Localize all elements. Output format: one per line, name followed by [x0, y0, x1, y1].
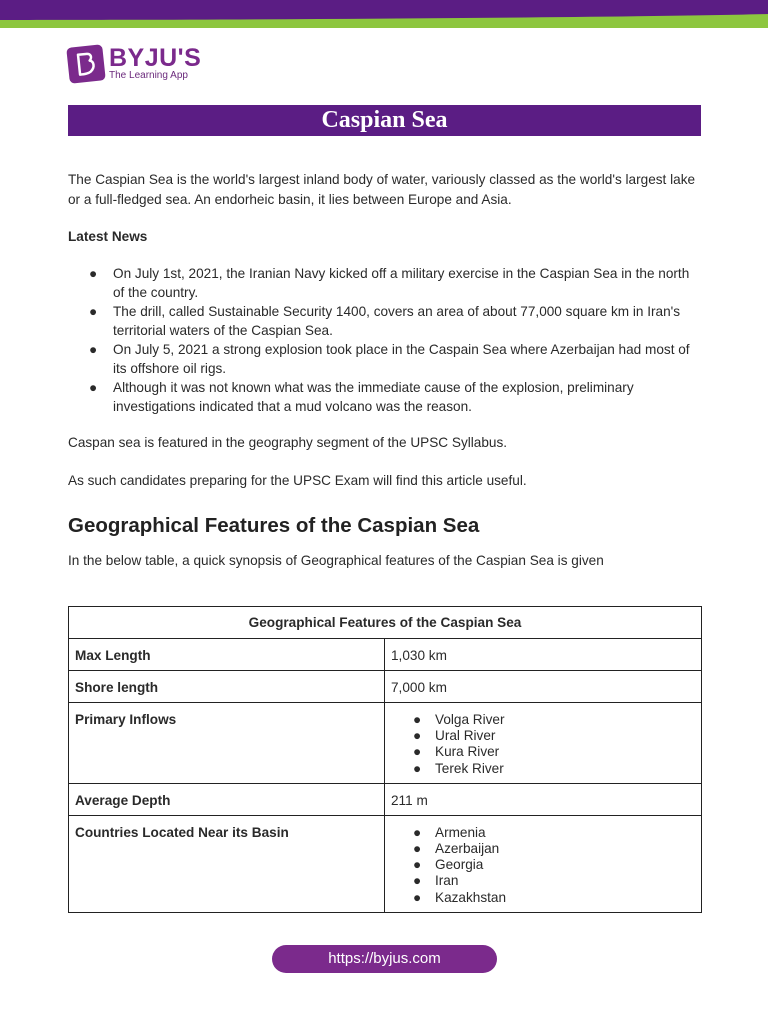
list-item: ● The drill, called Sustainable Security 1400, covers an area of about 77,000 square km in Iran's territorial waters of the Caspian Sea. [89, 304, 681, 338]
list-item: ● Volga River [413, 712, 505, 727]
intro-paragraph: The Caspian Sea is the world's largest inland body of water, variously classed as the world's largest lake or a full-fledged sea. An endorheic basin, it lies between Europe and Asia. [68, 172, 696, 207]
row-value: 7,000 km [385, 671, 702, 703]
table-header-row [69, 607, 702, 639]
list-item: ● Azerbaijan [413, 841, 500, 857]
row-value: 1,030 km [385, 639, 702, 671]
table-row [69, 703, 702, 784]
latest-news-heading: Latest News [68, 229, 148, 244]
row-label: Max Length [69, 639, 385, 671]
list-item: ● On July 1st, 2021, the Iranian Navy kicked off a military exercise in the Caspian Sea in the north of the country. [89, 266, 690, 300]
latest-news-list [68, 264, 704, 416]
features-table [68, 606, 702, 913]
table-row [69, 783, 702, 815]
section-heading: Geographical Features of the Caspian Sea [68, 514, 480, 537]
list-item: ● On July 5, 2021 a strong explosion took place in the Caspain Sea where Azerbaijan had most of its offshore oil rigs. [89, 342, 690, 376]
bullet-icon: ● [413, 873, 422, 889]
top-decorative-bar [0, 0, 768, 28]
row-label: Average Depth [69, 783, 385, 815]
list-item: ● Kazakhstan [413, 889, 507, 905]
list-item: ● Although it was not known what was the immediate cause of the explosion, preliminary investigations indicated that a mud volcano was the reason. [89, 380, 634, 414]
logo-mark-icon [66, 44, 106, 84]
section-subtext: In the below table, a quick synopsis of Geographical features of the Caspian Sea is given [68, 553, 604, 568]
syllabus-paragraph: Caspan sea is featured in the geography segment of the UPSC Syllabus. [68, 435, 508, 450]
list-item: ● Georgia [413, 857, 484, 873]
row-label: Shore length [69, 671, 385, 703]
row-label: Countries Located Near its Basin [69, 815, 385, 912]
list-item: ● Iran [413, 873, 459, 889]
bullet-icon: ● [413, 857, 422, 873]
article-content [68, 170, 704, 571]
bullet-icon: ● [413, 760, 422, 776]
row-value: 211 m [385, 783, 702, 815]
table-heading: Geographical Features of the Caspian Sea [69, 607, 702, 639]
footer-url-link[interactable]: https://byjus.com [272, 945, 497, 973]
useful-paragraph: As such candidates preparing for the UPSC Exam will find this article useful. [68, 473, 527, 488]
bullet-icon: ● [413, 841, 422, 857]
list-item: ● Armenia [413, 824, 486, 840]
row-value-list [385, 703, 702, 784]
bullet-icon: ● [413, 824, 422, 840]
table-row [69, 639, 702, 671]
list-item: ● Terek River [413, 760, 504, 776]
logo-brand-text: BYJU'S [109, 44, 202, 72]
page-title: Caspian Sea [68, 105, 701, 136]
bullet-icon: ● [413, 728, 422, 744]
row-label: Primary Inflows [69, 703, 385, 784]
bullet-icon: ● [413, 744, 422, 760]
byjus-logo[interactable] [68, 46, 201, 82]
list-item: ● Kura River [413, 744, 500, 760]
bullet-icon: ● [89, 266, 98, 281]
bullet-icon: ● [413, 889, 422, 905]
table-row [69, 671, 702, 703]
bullet-icon: ● [89, 304, 98, 319]
table-row [69, 815, 702, 912]
bullet-icon: ● [89, 342, 98, 357]
bullet-icon: ● [89, 380, 98, 395]
row-value-list [385, 815, 702, 912]
list-item: ● Ural River [413, 728, 496, 744]
logo-tagline: The Learning App [109, 70, 188, 81]
bullet-icon: ● [413, 712, 422, 727]
